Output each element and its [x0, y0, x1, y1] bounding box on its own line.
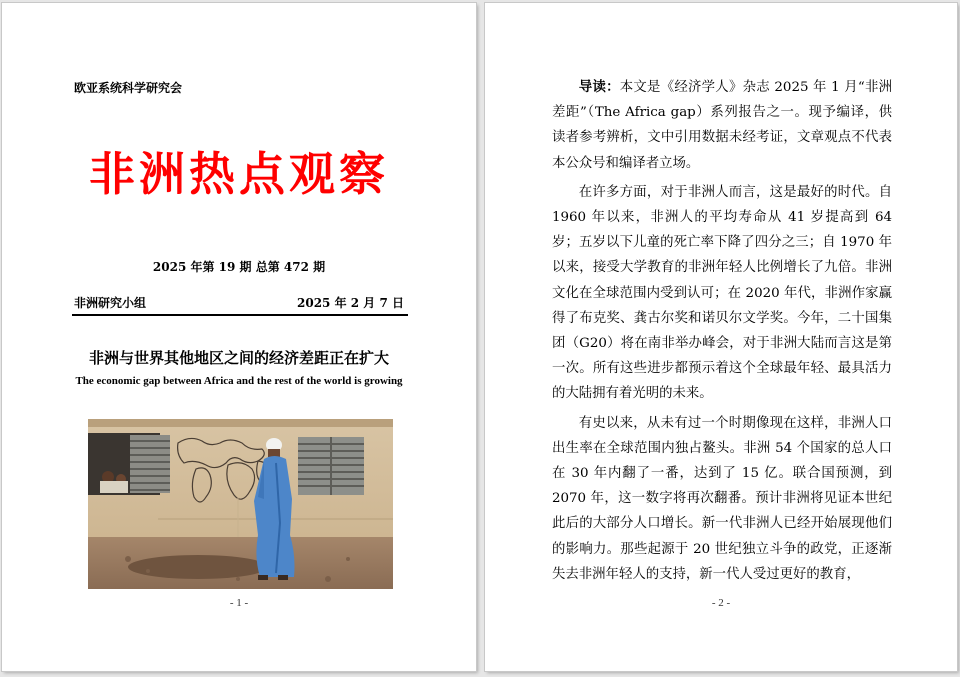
page-2: [485, 3, 957, 671]
header-rule: [72, 314, 408, 316]
article-title-en: The economic gap between Africa and the rest of the world is growing: [75, 375, 403, 387]
intro-paragraph: [552, 75, 892, 176]
photo-illustration: [88, 419, 393, 589]
issue-number: 2025 年第 19 期 总第 472 期: [152, 260, 326, 274]
page-number: - 2 -: [711, 597, 731, 609]
body-paragraph-2: 有史以来，从未有过一个时期像现在这样，非洲人口出生率在全球范围内独占鳌头。非洲 54 个国家的总人口在 30 年内翻了一番，达到了 15 亿。联合国预测，到 2070 年，这一数字将再次翻番。预计非洲将见证本世纪此后的大部分人口增长。新一代非洲人已经开始展现他们的影响力。那些起源于 20 世纪独立斗争的政党，正逐渐失去非洲年轻人的支持，新一代人受过更好的教育，: [552, 415, 892, 582]
intro-label: 导读：: [578, 79, 620, 95]
organization-name: 欧亚系统科学研究会: [74, 81, 183, 95]
body-paragraph-1: 在许多方面，对于非洲人而言，这是最好的时代。自 1960 年以来，非洲人的平均寿命从 41 岁提高到 64 岁；五岁以下儿童的死亡率下降了四分之三；自 1970 年以来，接受大学教育的非洲年轻人比例增长了九倍。非洲文化在全球范围内受到认可；在 2020 年代，非洲作家赢得了布克奖、龚古尔奖和诺贝尔文学奖。今年，二十国集团（G20）将在南非举办峰会，对于非洲大陆而言这是第一次。所有这些进步都预示着这个全球最年轻、最具活力的大陆拥有着光明的未来。: [552, 184, 892, 402]
masthead-title: 非洲热点观察: [89, 147, 389, 201]
article-body: [552, 75, 892, 587]
page-1: [2, 3, 476, 671]
publish-date: 2025 年 2 月 7 日: [297, 296, 404, 310]
page-number: - 1 -: [229, 597, 249, 609]
cover-photo: [88, 419, 393, 589]
research-group: 非洲研究小组: [74, 296, 147, 310]
intro-text: 本文是《经济学人》杂志 2025 年 1 月“非洲差距”（The Africa gap）系列报告之一。现予编译，供读者参考辨析，文中引用数据未经考证，文章观点不代表本公众号和编译者立场。: [552, 80, 893, 171]
article-title-cn: 非洲与世界其他地区之间的经济差距正在扩大: [88, 349, 389, 367]
